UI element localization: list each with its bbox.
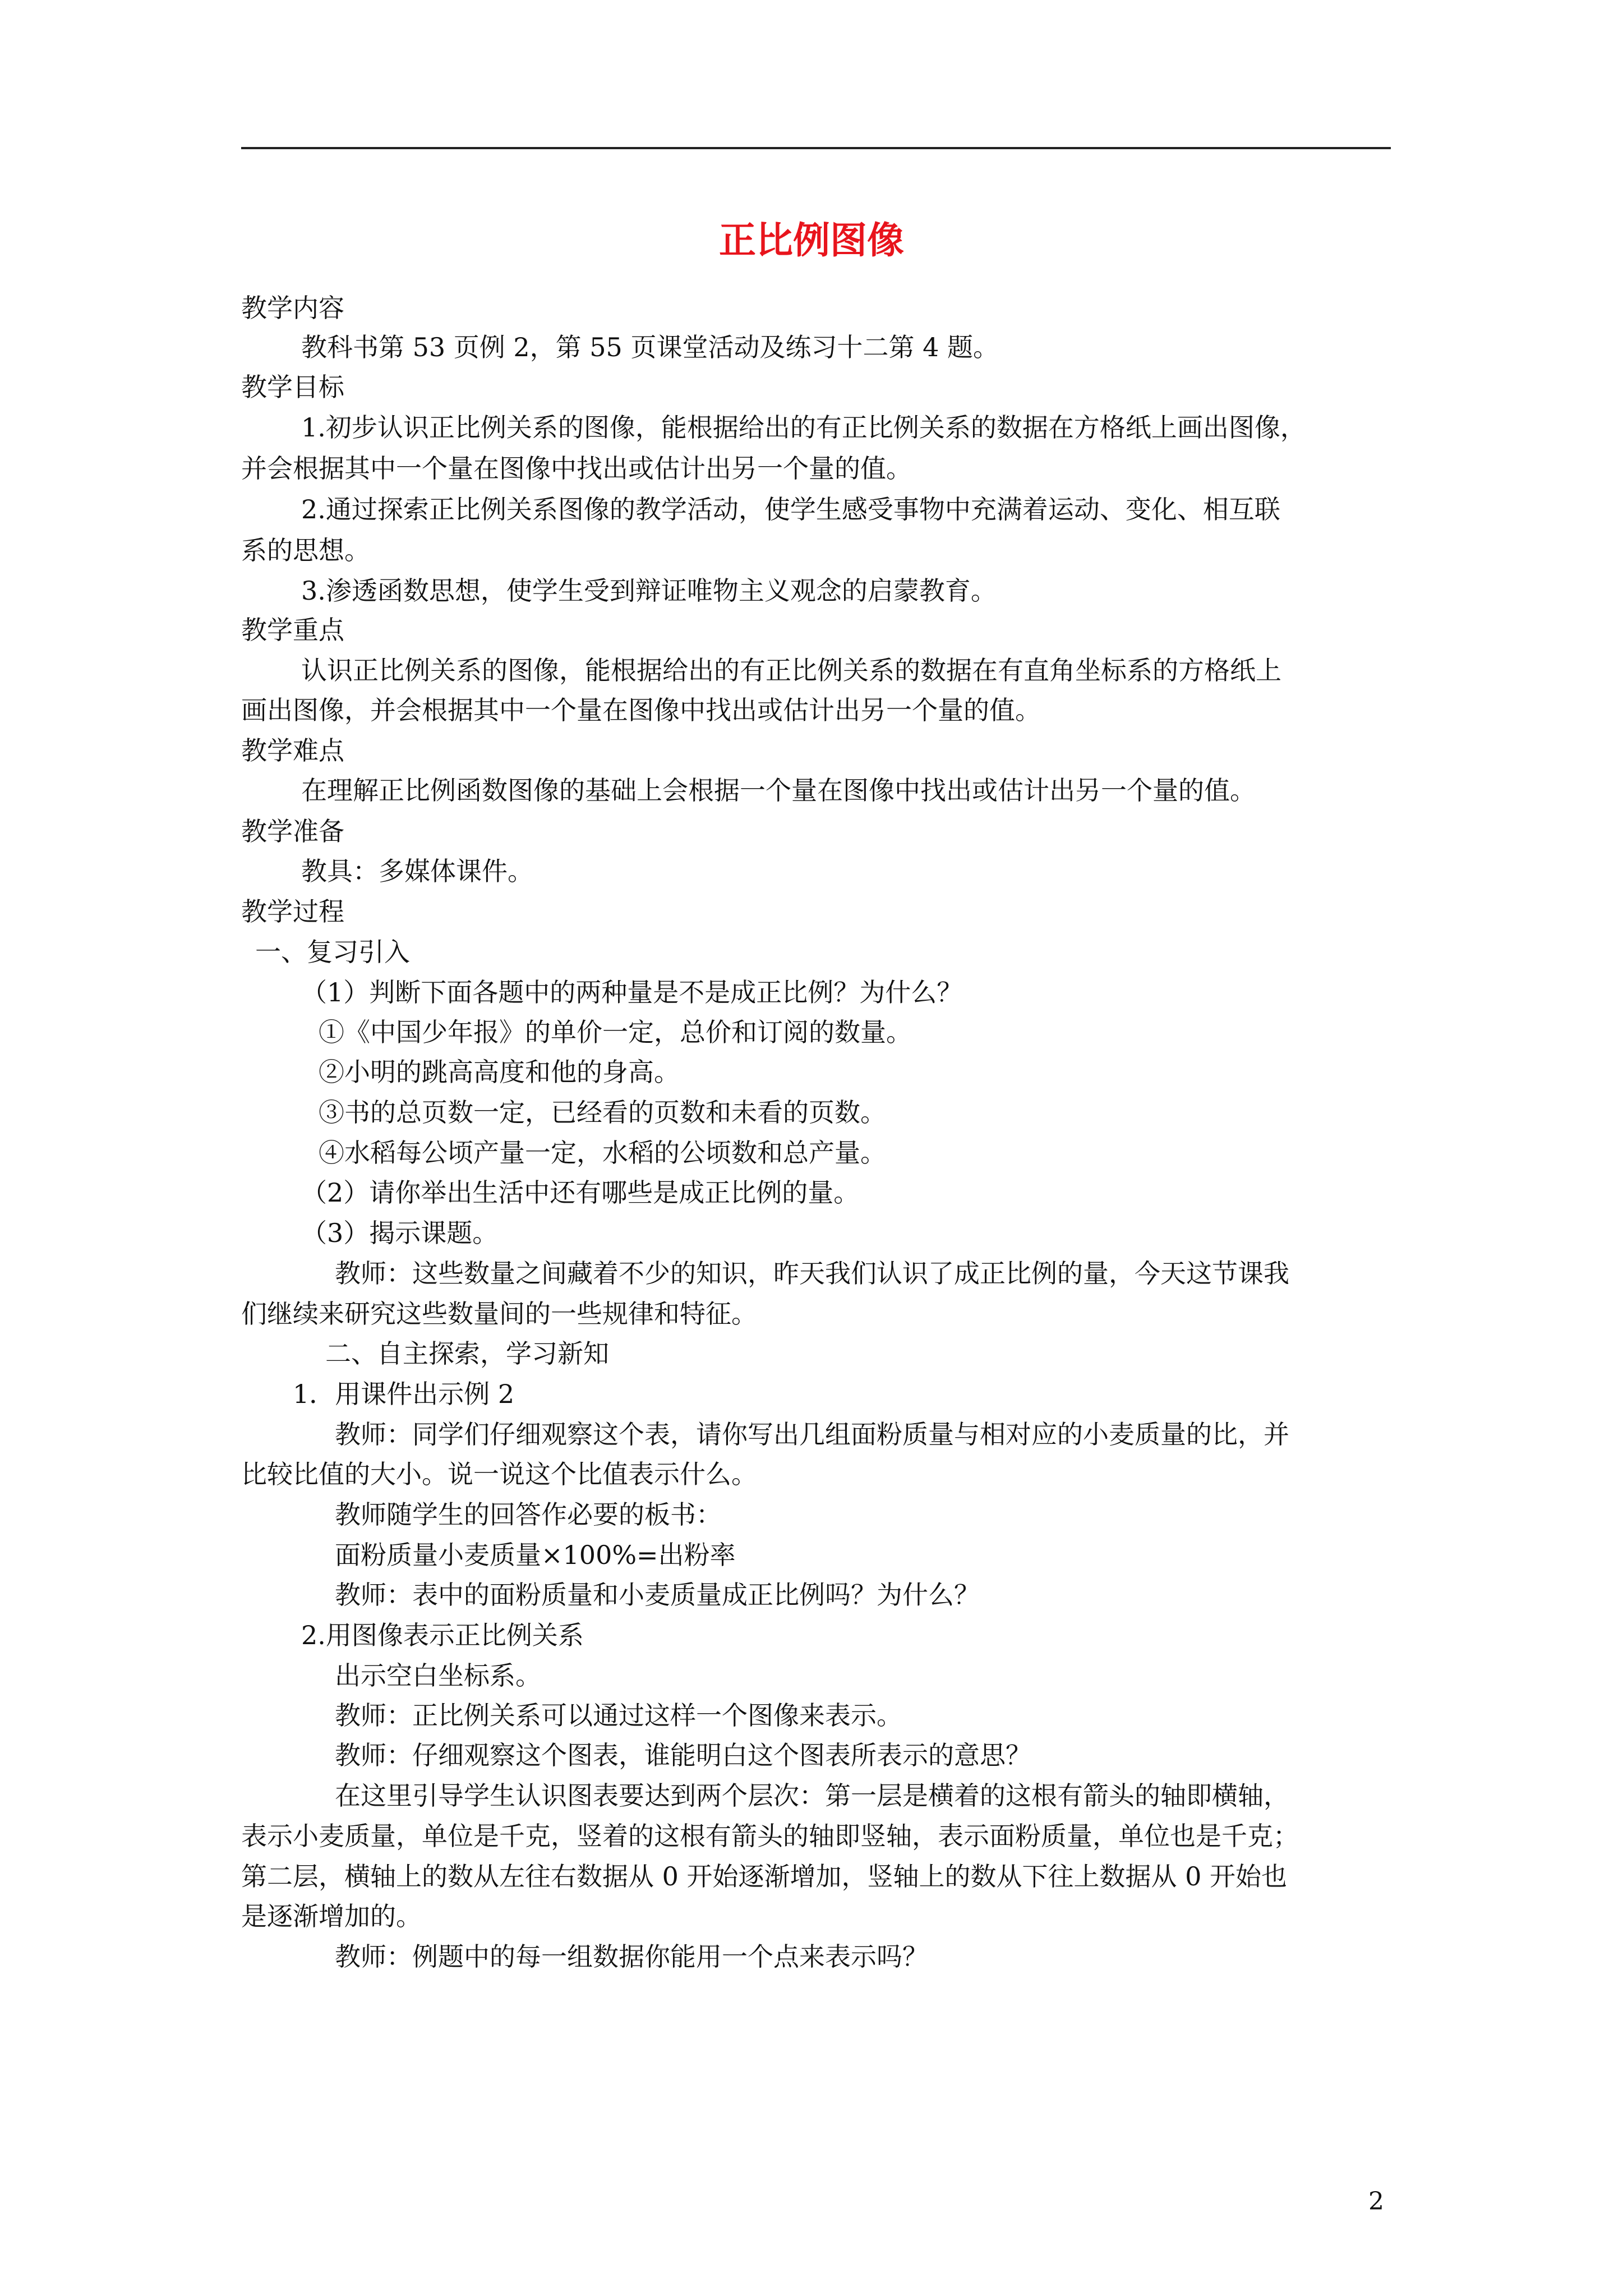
paragraph-line: 教师：表中的面粉质量和小麦质量成正比例吗？为什么？ [335, 1580, 980, 1610]
subsection-heading: 一、复习引入 [255, 937, 410, 967]
list-item: ③书的总页数一定，已经看的页数和未看的页数。 [319, 1097, 886, 1128]
list-item: ②小明的跳高高度和他的身高。 [319, 1057, 680, 1087]
list-item: ④水稻每公顷产量一定，水稻的公顷数和总产量。 [319, 1138, 886, 1168]
header-rule [241, 147, 1391, 149]
formula-line: 面粉质量小麦质量×100%=出粉率 [335, 1540, 736, 1570]
subsection-heading: 2.用图像表示正比例关系 [301, 1620, 584, 1650]
paragraph-line: 教师：仔细观察这个图表，谁能明白这个图表所表示的意思？ [335, 1740, 1031, 1770]
paragraph-line: 并会根据其中一个量在图像中找出或估计出另一个量的值。 [241, 453, 912, 484]
paragraph-line: 教师：这些数量之间藏着不少的知识，昨天我们认识了成正比例的量，今天这节课我 [335, 1258, 1289, 1289]
list-item: （2）请你举出生活中还有哪些是成正比例的量。 [301, 1177, 860, 1208]
paragraph-line: 教科书第 53 页例 2，第 55 页课堂活动及练习十二第 4 题。 [301, 332, 999, 362]
list-item: ①《中国少年报》的单价一定，总价和订阅的数量。 [319, 1017, 912, 1047]
paragraph-line: 3.渗透函数思想，使学生受到辩证唯物主义观念的启蒙教育。 [301, 576, 997, 606]
paragraph-line: 画出图像，并会根据其中一个量在图像中找出或估计出另一个量的值。 [241, 695, 1041, 725]
paragraph-line: 教师随学生的回答作必要的板书： [335, 1499, 722, 1530]
paragraph-line: 教师：例题中的每一组数据你能用一个点来表示吗？ [335, 1941, 928, 1972]
paragraph-line: 在理解正比例函数图像的基础上会根据一个量在图像中找出或估计出另一个量的值。 [301, 775, 1256, 806]
section-heading-preparation: 教学准备 [241, 816, 344, 846]
list-item: （1）判断下面各题中的两种量是不是成正比例？为什么？ [301, 977, 963, 1007]
paragraph-line: 1.初步认识正比例关系的图像，能根据给出的有正比例关系的数据在方格纸上画出图像， [301, 412, 1306, 443]
section-heading-difficulties: 教学难点 [241, 735, 344, 766]
paragraph-line: 是逐渐增加的。 [241, 1901, 422, 1931]
section-heading-process: 教学过程 [241, 896, 344, 927]
section-heading-objectives: 教学目标 [241, 372, 344, 402]
section-heading-key-points: 教学重点 [241, 615, 344, 645]
paragraph-line: 比较比值的大小。说一说这个比值表示什么。 [241, 1459, 757, 1489]
paragraph-line: 出示空白坐标系。 [335, 1660, 541, 1691]
page-title: 正比例图像 [719, 218, 904, 262]
list-item: （3）揭示课题。 [301, 1218, 499, 1248]
paragraph-line: 们继续来研究这些数量间的一些规律和特征。 [241, 1299, 757, 1329]
page-number: 2 [1368, 2187, 1384, 2216]
paragraph-line: 认识正比例关系的图像，能根据给出的有正比例关系的数据在有直角坐标系的方格纸上 [301, 655, 1281, 685]
paragraph-line: 表示小麦质量，单位是千克，竖着的这根有箭头的轴即竖轴，表示面粉质量，单位也是千克； [241, 1821, 1299, 1851]
paragraph-line: 在这里引导学生认识图表要达到两个层次：第一层是横着的这根有箭头的轴即横轴， [335, 1780, 1289, 1811]
subsection-heading: 1．用课件出示例 2 [293, 1379, 515, 1409]
paragraph-line: 教具：多媒体课件。 [301, 856, 533, 886]
paragraph-line: 第二层，横轴上的数从左往右数据从 0 开始逐渐增加，竖轴上的数从下往上数据从 0 开始也 [241, 1861, 1288, 1892]
paragraph-line: 2.通过探索正比例关系图像的教学活动，使学生感受事物中充满着运动、变化、相互联 [301, 494, 1280, 524]
section-heading-content: 教学内容 [241, 293, 344, 323]
paragraph-line: 教师：同学们仔细观察这个表，请你写出几组面粉质量与相对应的小麦质量的比，并 [335, 1419, 1289, 1450]
subsection-heading: 二、自主探索，学习新知 [325, 1338, 609, 1369]
paragraph-line: 教师：正比例关系可以通过这样一个图像来表示。 [335, 1700, 902, 1731]
paragraph-line: 系的思想。 [241, 535, 370, 565]
